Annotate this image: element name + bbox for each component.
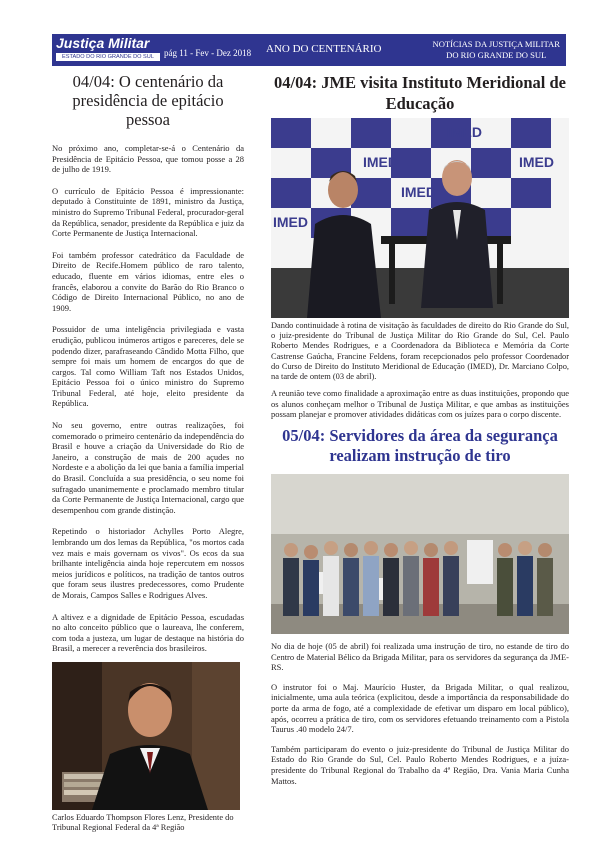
article-paragraph: Possuidor de uma inteligência privilegiada e vasta erudição, publicou inúmeros artigos e pareceres, dele se podendo dizer, parafraseando Cândido Motta Filho, que sempre foi mais um homem de encargos do que de cargos. Tal como William Taft nos Estados Unidos, Epitácio Pessoa foi o único ministro do Supremo Tribunal Federal, até hoje, eleito presidente da República. [52, 324, 244, 409]
jme-visit-title: 04/04: JME visita Instituto Meridional de Educação [274, 73, 566, 113]
article-paragraph: No próximo ano, completar-se-á o Centenário da Presidência de Epitácio Pessoa, que tomou posse a 28 de julho de 1919. [52, 143, 244, 175]
shooting-article-title: 05/04: Servidores da área da segurança realizam instrução de tiro [282, 426, 558, 465]
article-paragraph: Repetindo o historiador Achylles Porto Alegre, lembrando um dos lemas da República, "os mortos cada vez mais e mais governam os vivos". Os ecos da sua brilhante inteligência ainda hoje repercutem em nossos meios jurídicos e políticos, na tradição de tantos outros que foram seus ilustres predecessores, como Prudente de Morais, Campos Salles e Rodrigues Alves. [52, 526, 244, 600]
epitacio-article-body [52, 143, 244, 654]
shooting-article-body [271, 641, 569, 786]
imed-photo-caption: Dando continuidade à rotina de visitação às faculdades de direito do Rio Grande do Sul, o juiz-presidente do Tribunal de Justiça Militar do Rio Grande do Sul, Cel. Paulo Roberto Mendes Rodrigues, e a Coordenadora da Biblioteca e Memória da Corte Castrense Gaúcha, Francine Feldens, foram recepcionados pelo professor Coordenador do Curso de Direito do Instituto Meridional de Educação (IMED), Dr. Marciano Colpo, na tarde de ontem (03 de abril). [271, 321, 569, 382]
imed-brand-mark: IMED [363, 154, 398, 170]
imed-visit-photo [271, 118, 569, 318]
epitacio-article-title: 04/04: O centenário da presidência de epitácio pessoa [72, 72, 224, 129]
article-paragraph: Também participaram do evento o juiz-presidente do Tribunal de Justiça Militar do Estado do Rio Grande do Sul, Cel. Paulo Roberto Mendes Rodrigues, e a juíza-presidente do Tribunal Regional do Trabalho da 4ª Região, Dra. Vania Maria Cunha Mattos. [271, 743, 569, 786]
masthead-band [52, 34, 566, 66]
article-paragraph: O instrutor foi o Maj. Maurício Huster, da Brigada Militar, o qual realizou, inicialmente, uma aula teórica (explicitou, desde a importância da responsabilidade do porte da arma de fogo, até a complexidade de efetivar um disparo em local público), após, ocorreu a prática de tiro, com os servidores efetuando treinamento com a Pistola Taurus .40 modelo 24/7. [271, 681, 569, 735]
issue-label: pág 11 - Fev - Dez 2018 [164, 48, 252, 58]
imed-brand-mark: IMED [447, 124, 482, 140]
article-paragraph: A altivez e a dignidade de Epitácio Pessoa, escudadas no alto conceito público que o laureava, lhe conferem, com toda a justeza, um lugar de destaque na história do Brasil, a merecer a reverência dos brasileiros. [52, 611, 244, 654]
left-column [52, 72, 244, 833]
imed-brand-mark: IMED [519, 154, 554, 170]
imed-backdrop-illustration [271, 118, 569, 318]
centenary-label: ANO DO CENTENÁRIO [266, 43, 382, 55]
imed-article-body: A reunião teve como finalidade a aproximação entre as duas instituições, propondo que os alunos conheçam melhor o Tribunal de Justiça Militar, e que ambas as instituições possam planejar e promover atividades didáticas com os juízes para o corpo discente. [271, 388, 569, 420]
section-label-line1: NOTÍCIAS DA JUSTIÇA MILITAR [432, 39, 560, 49]
imed-brand-mark: IMED [273, 214, 308, 230]
article-paragraph: No seu governo, entre outras realizações, foi comemorado o primeiro centenário da independência do Brasil e houve a criação da Universidade do Rio de Janeiro, a construção de mais de 200 açudes no Nordeste e a abolição da lei que bania a família imperial do Brasil. Concluída a sua presidência, o seu nome foi sufragado unanimemente e proclamado membro titular da Corte Permanente de Justiça Internacional, cargo que desempenhou com grande distinção. [52, 420, 244, 515]
section-label [432, 39, 560, 61]
judge-portrait-illustration [52, 662, 240, 810]
logo-subtitle: ESTADO DO RIO GRANDE DO SUL [56, 53, 160, 61]
imed-brand-mark: IMED [401, 184, 436, 200]
logo-title: Justiça Militar [56, 35, 150, 51]
right-column [271, 72, 569, 786]
article-paragraph: O currículo de Epitácio Pessoa é impressionante: deputado à Constituinte de 1891, ministro da Justiça, ministro do Supremo Tribunal Federal, procurador-geral da República, senador, presidente da República e juiz da Corte Permanente de Justiça Internacional. [52, 185, 244, 239]
article-paragraph: No dia de hoje (05 de abril) foi realizada uma instrução de tiro, no estande de tiro do Centro de Material Bélico da Brigada Militar, para os servidores da segurança da JME-RS. [271, 641, 569, 673]
shooting-group-photo [271, 474, 569, 634]
portrait-caption: Carlos Eduardo Thompson Flores Lenz, Presidente do Tribunal Regional Federal da 4ª Região [52, 812, 234, 833]
justica-militar-logo [56, 36, 160, 64]
judge-portrait-photo [52, 662, 240, 810]
section-label-line2: DO RIO GRANDE DO SUL [446, 50, 547, 60]
article-paragraph: Foi também professor catedrático da Faculdade de Direito de Recife.Homem público de raro talento, educado, fluente em vários idiomas, entre eles o francês, elaborou a convite do Barão do Rio Branco o Código de Direito Internacional Público, no ano de 1909. [52, 249, 244, 313]
shooting-range-illustration [271, 474, 569, 634]
